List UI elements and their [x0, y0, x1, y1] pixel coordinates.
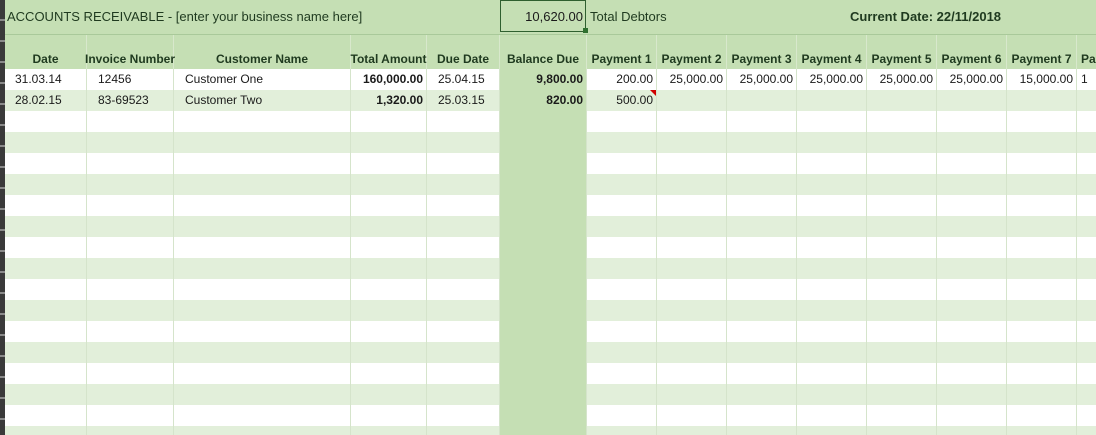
grid-cell[interactable] — [5, 132, 87, 153]
grid-cell[interactable] — [87, 384, 174, 405]
grid-cell[interactable] — [867, 363, 937, 384]
grid-cell[interactable] — [797, 174, 867, 195]
grid-cell[interactable] — [727, 363, 797, 384]
grid-cell[interactable] — [351, 153, 427, 174]
column-header-13[interactable]: Payment 7 — [1007, 35, 1077, 69]
grid-cell[interactable] — [727, 90, 797, 111]
grid-cell[interactable] — [174, 258, 351, 279]
grid-cell[interactable] — [657, 174, 727, 195]
grid-cell[interactable]: 15,000.00 — [1007, 69, 1077, 90]
column-header-5[interactable]: Due Date — [427, 35, 500, 69]
grid-cell[interactable]: 1 — [1077, 69, 1096, 90]
grid-cell[interactable] — [867, 195, 937, 216]
grid-cell[interactable] — [5, 279, 87, 300]
grid-cell[interactable] — [797, 216, 867, 237]
grid-cell[interactable] — [727, 279, 797, 300]
grid-cell[interactable] — [867, 426, 937, 435]
grid-cell[interactable] — [657, 237, 727, 258]
grid-cell[interactable] — [500, 132, 587, 153]
grid-cell[interactable]: 12456 — [87, 69, 174, 90]
grid-cell[interactable] — [657, 426, 727, 435]
grid-cell[interactable] — [1077, 111, 1096, 132]
grid-cell[interactable] — [5, 174, 87, 195]
grid-cell[interactable] — [174, 195, 351, 216]
grid-cell[interactable] — [657, 132, 727, 153]
grid-cell[interactable] — [587, 405, 657, 426]
grid-cell[interactable] — [174, 174, 351, 195]
grid-cell[interactable] — [937, 300, 1007, 321]
grid-cell[interactable] — [937, 363, 1007, 384]
grid-cell[interactable] — [174, 426, 351, 435]
grid-cell[interactable] — [1007, 300, 1077, 321]
grid-cell[interactable] — [727, 426, 797, 435]
grid-cell[interactable]: 820.00 — [500, 90, 587, 111]
table-row — [5, 321, 1096, 342]
table-row — [5, 90, 1096, 111]
grid-cell[interactable] — [657, 90, 727, 111]
grid-cell[interactable] — [1077, 153, 1096, 174]
comment-indicator-icon[interactable] — [650, 90, 656, 96]
grid-cell[interactable] — [500, 258, 587, 279]
grid-cell[interactable] — [1007, 321, 1077, 342]
grid-cell[interactable] — [87, 153, 174, 174]
grid-cell[interactable] — [87, 195, 174, 216]
grid-cell[interactable] — [587, 384, 657, 405]
grid-cell[interactable] — [87, 405, 174, 426]
grid-cell[interactable] — [937, 132, 1007, 153]
grid-cell[interactable] — [500, 195, 587, 216]
table-row — [5, 153, 1096, 174]
grid-cell[interactable] — [427, 237, 500, 258]
grid-cell[interactable] — [797, 321, 867, 342]
grid-cell[interactable] — [587, 279, 657, 300]
grid-cell[interactable] — [1077, 321, 1096, 342]
grid-cell[interactable] — [797, 258, 867, 279]
column-header-4[interactable]: Total Amount — [351, 35, 427, 69]
grid-cell[interactable] — [351, 321, 427, 342]
grid-cell[interactable] — [5, 405, 87, 426]
table-row — [5, 405, 1096, 426]
column-header-10[interactable]: Payment 4 — [797, 35, 867, 69]
grid-cell[interactable] — [1007, 258, 1077, 279]
grid-cell[interactable] — [657, 111, 727, 132]
grid-cell[interactable] — [727, 321, 797, 342]
grid-cell[interactable] — [657, 405, 727, 426]
grid-cell[interactable] — [587, 237, 657, 258]
grid-cell[interactable] — [500, 111, 587, 132]
grid-cell[interactable] — [797, 279, 867, 300]
grid-cell[interactable] — [587, 174, 657, 195]
table-row — [5, 426, 1096, 435]
grid-cell[interactable]: 1,320.00 — [351, 90, 427, 111]
grid-cell[interactable] — [500, 237, 587, 258]
grid-cell[interactable] — [587, 363, 657, 384]
grid-cell[interactable] — [727, 405, 797, 426]
grid-cell[interactable]: 25.04.15 — [427, 69, 500, 90]
table-row — [5, 237, 1096, 258]
grid-cell[interactable] — [351, 426, 427, 435]
table-row — [5, 174, 1096, 195]
grid-cell[interactable] — [937, 426, 1007, 435]
grid-cell[interactable] — [937, 216, 1007, 237]
grid-cell[interactable] — [867, 342, 937, 363]
grid-cell[interactable] — [867, 300, 937, 321]
column-header-3[interactable]: Customer Name — [174, 35, 351, 69]
grid-cell[interactable] — [937, 195, 1007, 216]
grid-cell[interactable] — [87, 300, 174, 321]
grid-cell[interactable] — [867, 279, 937, 300]
column-header-14[interactable]: Pa — [1077, 35, 1096, 69]
grid-cell[interactable] — [5, 300, 87, 321]
grid-cell[interactable]: 25.03.15 — [427, 90, 500, 111]
grid-cell[interactable] — [351, 195, 427, 216]
grid-cell[interactable] — [657, 195, 727, 216]
grid-cell[interactable] — [797, 132, 867, 153]
grid-cell[interactable] — [727, 111, 797, 132]
column-header-11[interactable]: Payment 5 — [867, 35, 937, 69]
grid-cell[interactable] — [937, 237, 1007, 258]
grid-cell[interactable] — [797, 111, 867, 132]
grid-cell[interactable] — [867, 405, 937, 426]
grid-cell[interactable] — [867, 132, 937, 153]
grid-cell[interactable] — [587, 258, 657, 279]
grid-cell[interactable] — [427, 363, 500, 384]
grid-cell[interactable] — [657, 384, 727, 405]
grid-cell[interactable] — [174, 342, 351, 363]
grid-cell[interactable] — [87, 111, 174, 132]
table-row — [5, 258, 1096, 279]
grid-cell[interactable] — [657, 153, 727, 174]
column-header-6[interactable]: Balance Due — [500, 35, 587, 69]
grid-cell[interactable] — [797, 237, 867, 258]
grid-cell[interactable] — [1077, 195, 1096, 216]
grid-cell[interactable] — [174, 153, 351, 174]
table-row — [5, 195, 1096, 216]
grid-cell[interactable] — [174, 384, 351, 405]
table-row — [5, 132, 1096, 153]
grid-cell[interactable] — [937, 405, 1007, 426]
grid-cell[interactable] — [351, 279, 427, 300]
grid-cell[interactable] — [587, 321, 657, 342]
grid-cell[interactable] — [727, 132, 797, 153]
grid-cell[interactable] — [1077, 426, 1096, 435]
grid-cell[interactable] — [587, 153, 657, 174]
grid-cell[interactable] — [5, 258, 87, 279]
grid-cell[interactable] — [1007, 363, 1077, 384]
grid-cell[interactable] — [1077, 279, 1096, 300]
grid-cell[interactable] — [1007, 342, 1077, 363]
grid-cell[interactable] — [427, 384, 500, 405]
grid-cell[interactable] — [1007, 237, 1077, 258]
grid-cell[interactable] — [1007, 195, 1077, 216]
grid-cell[interactable] — [1077, 342, 1096, 363]
grid-cell[interactable] — [727, 195, 797, 216]
grid-cell[interactable] — [427, 321, 500, 342]
grid-cell[interactable] — [1007, 384, 1077, 405]
grid-cell[interactable] — [867, 90, 937, 111]
grid-cell[interactable] — [427, 153, 500, 174]
grid-cell[interactable] — [500, 279, 587, 300]
grid-cell[interactable] — [937, 90, 1007, 111]
grid-cell[interactable] — [5, 216, 87, 237]
grid-cell[interactable]: 9,800.00 — [500, 69, 587, 90]
grid-cell[interactable] — [174, 111, 351, 132]
grid-cell[interactable] — [797, 342, 867, 363]
grid-cell[interactable] — [87, 132, 174, 153]
column-header-9[interactable]: Payment 3 — [727, 35, 797, 69]
total-debtors-cell[interactable]: 10,620.00 — [500, 0, 586, 32]
grid-cell[interactable]: 200.00 — [587, 69, 657, 90]
grid-cell[interactable] — [87, 321, 174, 342]
grid-cell[interactable] — [500, 426, 587, 435]
grid-cell[interactable] — [174, 216, 351, 237]
grid-cell[interactable] — [1077, 174, 1096, 195]
grid-cell[interactable] — [5, 426, 87, 435]
sheet-title[interactable]: ACCOUNTS RECEIVABLE - [enter your business name here] — [7, 9, 363, 24]
grid-cell[interactable] — [587, 111, 657, 132]
grid-cell[interactable] — [87, 174, 174, 195]
grid-cell[interactable] — [937, 279, 1007, 300]
grid-cell[interactable] — [427, 258, 500, 279]
grid-cell[interactable] — [500, 405, 587, 426]
grid-cell[interactable] — [1077, 132, 1096, 153]
grid-cell[interactable] — [867, 174, 937, 195]
grid-cell[interactable] — [174, 132, 351, 153]
grid-cell[interactable] — [87, 237, 174, 258]
column-header-2[interactable]: Invoice Number — [87, 35, 174, 69]
grid-cell[interactable] — [500, 153, 587, 174]
grid-cell[interactable] — [587, 426, 657, 435]
grid-cell[interactable] — [1007, 90, 1077, 111]
grid-cell[interactable] — [727, 300, 797, 321]
grid-cell[interactable] — [174, 279, 351, 300]
current-date-label: Current Date: 22/11/2018 — [850, 9, 1002, 24]
grid-cell[interactable] — [937, 111, 1007, 132]
grid-cell[interactable] — [87, 216, 174, 237]
grid-cell[interactable] — [87, 279, 174, 300]
grid-cell[interactable]: 25,000.00 — [727, 69, 797, 90]
grid-cell[interactable] — [657, 300, 727, 321]
grid-cell[interactable] — [500, 342, 587, 363]
grid-cell[interactable] — [937, 153, 1007, 174]
grid-cell[interactable] — [727, 342, 797, 363]
grid-cell[interactable] — [427, 216, 500, 237]
grid-cell[interactable] — [87, 342, 174, 363]
grid-cell[interactable] — [351, 111, 427, 132]
grid-cell[interactable] — [174, 237, 351, 258]
grid-cell[interactable] — [1077, 384, 1096, 405]
grid-cell[interactable] — [657, 363, 727, 384]
table-row — [5, 384, 1096, 405]
grid-cell[interactable] — [797, 363, 867, 384]
grid-cell[interactable] — [1077, 405, 1096, 426]
grid-cell[interactable] — [174, 300, 351, 321]
grid-cell[interactable] — [1007, 426, 1077, 435]
grid-cell[interactable] — [351, 342, 427, 363]
grid-cell[interactable] — [867, 321, 937, 342]
grid-cell[interactable] — [727, 153, 797, 174]
grid-cell[interactable] — [5, 384, 87, 405]
grid-cell[interactable] — [427, 279, 500, 300]
table-row — [5, 363, 1096, 384]
grid-cell[interactable]: 500.00 — [587, 90, 657, 111]
grid-cell[interactable] — [351, 132, 427, 153]
grid-cell[interactable] — [1007, 111, 1077, 132]
grid-cell[interactable]: 31.03.14 — [5, 69, 87, 90]
column-header-7[interactable]: Payment 1 — [587, 35, 657, 69]
table-row — [5, 216, 1096, 237]
grid-cell[interactable] — [427, 195, 500, 216]
grid-cell[interactable] — [657, 321, 727, 342]
grid-cell[interactable] — [657, 279, 727, 300]
grid-cell[interactable] — [587, 342, 657, 363]
grid-cell[interactable] — [867, 384, 937, 405]
grid-cell[interactable] — [867, 216, 937, 237]
grid-cell[interactable] — [87, 258, 174, 279]
grid-cell[interactable] — [797, 300, 867, 321]
grid-cell[interactable] — [587, 300, 657, 321]
grid-cell[interactable] — [1077, 216, 1096, 237]
grid-cell[interactable] — [727, 258, 797, 279]
grid-cell[interactable] — [1077, 90, 1096, 111]
grid-cell[interactable] — [1007, 132, 1077, 153]
grid-cell[interactable] — [500, 384, 587, 405]
grid-cell[interactable] — [174, 321, 351, 342]
grid-cell[interactable] — [87, 363, 174, 384]
grid-cell[interactable] — [427, 111, 500, 132]
grid-cell[interactable] — [937, 258, 1007, 279]
grid-cell[interactable] — [797, 426, 867, 435]
table-row — [5, 111, 1096, 132]
grid-cell[interactable]: 28.02.15 — [5, 90, 87, 111]
grid-cell[interactable] — [727, 174, 797, 195]
grid-cell[interactable] — [1007, 405, 1077, 426]
grid-cell[interactable] — [351, 405, 427, 426]
grid-cell[interactable] — [587, 195, 657, 216]
grid-cell[interactable] — [500, 216, 587, 237]
grid-cell[interactable] — [5, 111, 87, 132]
grid-cell[interactable]: 83-69523 — [87, 90, 174, 111]
grid-cell[interactable] — [427, 342, 500, 363]
grid-cell[interactable] — [427, 174, 500, 195]
grid-cell[interactable] — [937, 174, 1007, 195]
grid-cell[interactable] — [427, 426, 500, 435]
grid-cell[interactable] — [427, 405, 500, 426]
table-row — [5, 300, 1096, 321]
grid-cell[interactable] — [1077, 363, 1096, 384]
title-bar — [5, 0, 1096, 35]
grid-cell[interactable] — [867, 237, 937, 258]
grid-cell[interactable] — [174, 363, 351, 384]
grid-cell[interactable] — [5, 363, 87, 384]
grid-cell[interactable] — [351, 258, 427, 279]
grid-cell[interactable] — [5, 153, 87, 174]
grid-cell[interactable] — [1077, 300, 1096, 321]
grid-cell[interactable] — [351, 216, 427, 237]
grid-cell[interactable] — [727, 237, 797, 258]
grid-cell[interactable]: Customer One — [174, 69, 351, 90]
grid-cell[interactable]: 25,000.00 — [797, 69, 867, 90]
grid-cell[interactable] — [867, 258, 937, 279]
grid-cell[interactable] — [1007, 216, 1077, 237]
grid-cell[interactable] — [727, 216, 797, 237]
grid-cell[interactable] — [1007, 153, 1077, 174]
grid-cell[interactable] — [797, 405, 867, 426]
grid-cell[interactable] — [500, 321, 587, 342]
spreadsheet — [5, 0, 1096, 435]
grid-cell[interactable] — [867, 111, 937, 132]
grid-cell[interactable] — [500, 300, 587, 321]
table-row — [5, 69, 1096, 90]
grid-cell[interactable]: 25,000.00 — [867, 69, 937, 90]
grid-cell[interactable]: 25,000.00 — [937, 69, 1007, 90]
grid-cell[interactable] — [351, 384, 427, 405]
column-header-12[interactable]: Payment 6 — [937, 35, 1007, 69]
grid-cell[interactable]: Customer Two — [174, 90, 351, 111]
grid-cell[interactable] — [5, 237, 87, 258]
grid-cell[interactable] — [587, 216, 657, 237]
table-row — [5, 342, 1096, 363]
grid-cell[interactable] — [1007, 279, 1077, 300]
column-header-8[interactable]: Payment 2 — [657, 35, 727, 69]
grid-cell[interactable] — [937, 342, 1007, 363]
fill-handle[interactable] — [583, 28, 588, 33]
grid-cell[interactable] — [587, 132, 657, 153]
grid-cell[interactable] — [797, 153, 867, 174]
grid-cell[interactable] — [351, 237, 427, 258]
grid-cell[interactable] — [657, 342, 727, 363]
grid-cell[interactable] — [500, 174, 587, 195]
grid-cell[interactable] — [500, 363, 587, 384]
grid-cell[interactable] — [937, 321, 1007, 342]
grid-cell[interactable] — [1077, 258, 1096, 279]
grid-cell[interactable] — [797, 384, 867, 405]
grid-cell[interactable] — [174, 405, 351, 426]
grid-cell[interactable] — [727, 384, 797, 405]
grid-cell[interactable] — [351, 363, 427, 384]
grid-cell[interactable] — [351, 174, 427, 195]
grid-cell[interactable]: 160,000.00 — [351, 69, 427, 90]
table-row — [5, 279, 1096, 300]
grid-cell[interactable] — [1007, 174, 1077, 195]
column-header-1[interactable]: Date — [5, 35, 87, 69]
grid-cell[interactable] — [5, 321, 87, 342]
grid-cell[interactable]: 25,000.00 — [657, 69, 727, 90]
grid-cell[interactable] — [87, 426, 174, 435]
grid-cell[interactable] — [657, 258, 727, 279]
grid-cell[interactable] — [657, 216, 727, 237]
grid-cell[interactable] — [867, 153, 937, 174]
grid-cell[interactable] — [797, 195, 867, 216]
total-debtors-label: Total Debtors — [590, 9, 667, 24]
column-header-row — [5, 35, 1096, 69]
grid-cell[interactable] — [1077, 237, 1096, 258]
grid-cell[interactable] — [5, 342, 87, 363]
grid-cell[interactable] — [427, 300, 500, 321]
grid-cell[interactable] — [351, 300, 427, 321]
grid-cell[interactable] — [427, 132, 500, 153]
grid-cell[interactable] — [5, 195, 87, 216]
grid-cell[interactable] — [797, 90, 867, 111]
grid-cell[interactable] — [937, 384, 1007, 405]
